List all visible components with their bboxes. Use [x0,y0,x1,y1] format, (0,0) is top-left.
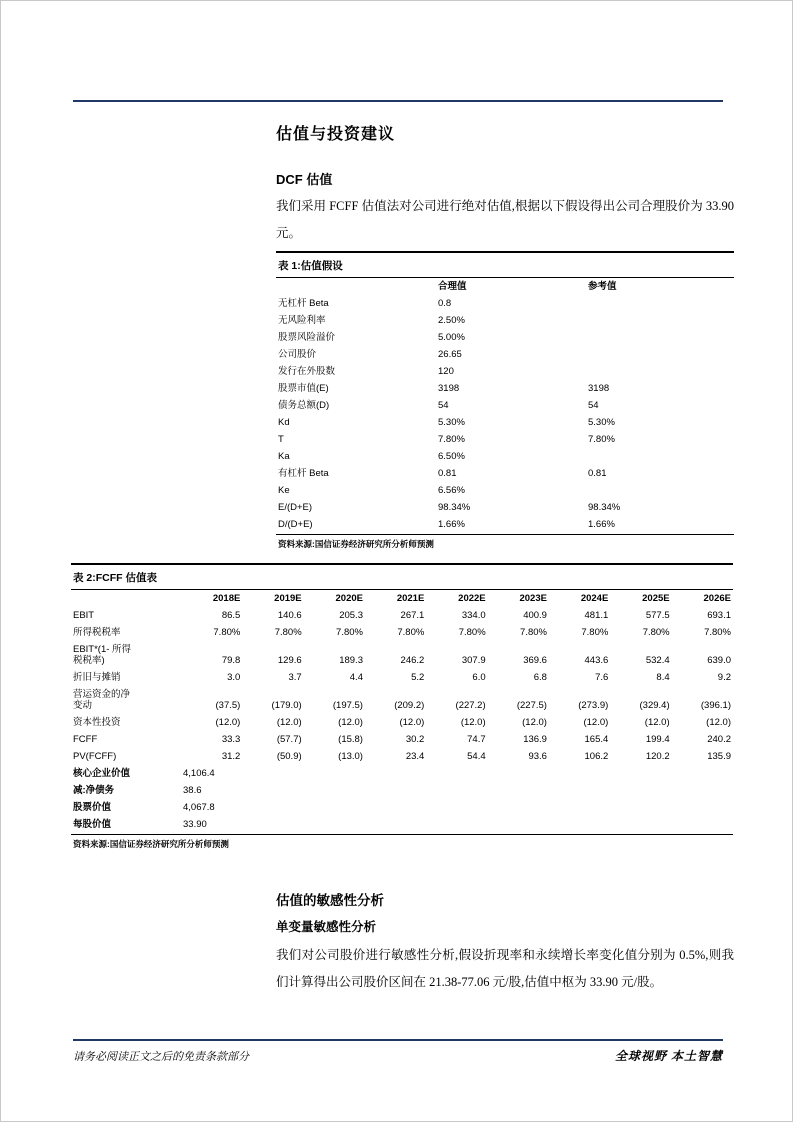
cell-value: (12.0) [215,717,241,728]
table-row [71,731,733,748]
cell-value: (396.1) [700,700,731,711]
cell-value: 106.2 [584,751,609,762]
cell-value: 6.50% [438,451,465,462]
cell-value: 1.66% [438,519,465,530]
row-label: Ka [278,451,290,462]
cell-value: 54 [588,400,599,411]
row-label: EBIT*(1- 所得税税率) [73,644,132,666]
column-header: 2023E [519,593,547,604]
cell-value: 7.80% [274,627,302,638]
cell-value: 240.2 [707,734,731,745]
cell-value: 9.2 [717,672,731,683]
cell-value: (12.0) [460,717,486,728]
table-2 [71,590,733,765]
cell-value: 7.80% [397,627,425,638]
paragraph-sensitivity: 我们对公司股价进行敏感性分析,假设折现率和永续增长率变化值分别为 0.5%,则我们计算得出公司股价区间在 21.38-77.06 元/股,估值中枢为 33.90 元/股。 [276,948,734,989]
column-header: 2020E [335,593,363,604]
cell-value: (15.8) [338,734,363,745]
cell-value: (197.5) [332,700,363,711]
cell-value: (37.5) [215,700,241,711]
cell-value: 199.4 [645,734,670,745]
row-label: 减:净债务 [73,785,115,796]
row-label: 所得税税率 [73,627,121,638]
section-heading-valuation: 估值与投资建议 [276,126,396,143]
cell-value: 30.2 [405,734,425,745]
cell-value: 1.66% [588,519,615,530]
cell-value: 98.34% [588,502,621,513]
cell-value: (12.0) [583,717,609,728]
table-row [71,686,733,714]
table-2-summary-body [71,765,733,833]
row-label: E/(D+E) [278,502,313,513]
cell-value: 3198 [588,383,610,394]
table-row [71,765,733,782]
cell-value [586,346,734,363]
cell-value: 0.81 [588,468,607,479]
cell-value: 6.0 [472,672,486,683]
cell-value: 33.90 [183,819,207,830]
cell-value: 4.4 [349,672,363,683]
row-label: 折旧与摊销 [73,672,121,683]
footer-slogan: 全球视野 本土智慧 [614,1049,723,1063]
cell-value: 140.6 [277,610,302,621]
row-label: EBIT [73,610,95,621]
cell-value: 4,067.8 [183,802,215,813]
table-1 [276,278,734,533]
table-1-source: 资料来源:国信证券经济研究所分析师预测 [276,534,734,550]
table-row [276,516,734,533]
cell-value [586,312,734,329]
table-row [71,816,733,833]
row-label: 股票市值(E) [278,383,329,394]
cell-value: 0.81 [438,468,457,479]
cell-value: 7.80% [520,627,547,638]
cell-value: (12.0) [399,717,425,728]
section-heading-sensitivity: 估值的敏感性分析 [276,893,384,908]
cell-value: (273.9) [578,700,609,711]
cell-value: 5.00% [438,332,465,343]
cell-value: 7.80% [588,434,615,445]
cell-value: 93.6 [528,751,547,762]
cell-value: 120 [438,366,454,377]
cell-value: 205.3 [339,610,363,621]
row-label: 每股价值 [73,819,112,830]
top-divider-rule [73,100,723,102]
cell-value: 136.9 [523,734,547,745]
row-label: 股票价值 [73,802,112,813]
cell-value: 33.3 [221,734,241,745]
cell-value: (12.0) [338,717,363,728]
page-footer [73,1047,723,1064]
cell-value: (12.0) [706,717,731,728]
cell-value: 5.2 [411,672,425,683]
cell-value: 135.9 [707,751,731,762]
table-2-fcff-valuation [71,563,733,850]
row-label: 营运资金的净变动 [73,689,131,711]
paragraph-dcf-intro: 我们采用 FCFF 估值法对公司进行绝对估值,根据以下假设得出公司合理股价为 33.90 元。 [276,199,734,240]
cell-value: 246.2 [400,655,425,666]
table-row [276,312,734,329]
row-label: FCFF [73,734,98,745]
table-row [276,346,734,363]
cell-value: 23.4 [405,751,425,762]
cell-value: 400.9 [523,610,547,621]
row-label: 无杠杆 Beta [278,298,329,309]
cell-value: (179.0) [271,700,302,711]
cell-value: (12.0) [644,717,670,728]
table-1-title: 表 1:估值假设 [276,251,734,278]
cell-value: 2.50% [438,315,465,326]
cell-value [586,295,734,312]
table-1-valuation-assumptions [276,251,734,550]
cell-value: 74.7 [467,734,486,745]
row-label: Kd [278,417,290,428]
cell-value: (13.0) [338,751,363,762]
column-header: 2026E [703,593,731,604]
cell-value: 7.80% [581,627,609,638]
cell-value: 4,106.4 [183,768,215,779]
table-row [276,448,734,465]
cell-value [586,482,734,499]
cell-value: 98.34% [438,502,471,513]
table-row [276,363,734,380]
table-1-head [276,278,734,295]
cell-value: 5.30% [438,417,465,428]
cell-value: 6.56% [438,485,465,496]
table-row [71,669,733,686]
table-row [276,414,734,431]
cell-value: 120.2 [645,751,670,762]
cell-value: 577.5 [645,610,670,621]
cell-value: 7.80% [642,627,670,638]
column-header: 2018E [212,593,241,604]
cell-value: 532.4 [645,655,670,666]
table-2-head [71,590,733,607]
row-label: 发行在外股数 [278,366,336,377]
subheading-dcf: DCF 估值 [276,172,333,187]
column-header: 参考值 [588,281,617,292]
row-label: D/(D+E) [278,519,313,530]
cell-value: (227.5) [516,700,547,711]
table-row [276,499,734,516]
row-label: 债务总额(D) [278,400,330,411]
cell-value [586,363,734,380]
column-header: 2021E [396,593,425,604]
cell-value: (12.0) [522,717,547,728]
table-row [71,607,733,624]
cell-value: 8.4 [656,672,670,683]
cell-value: (12.0) [276,717,302,728]
table-row [71,799,733,816]
row-label: Ke [278,485,290,496]
cell-value: 38.6 [183,785,202,796]
cell-value: (209.2) [394,700,425,711]
cell-value: 54.4 [467,751,486,762]
cell-value: 7.80% [438,434,465,445]
cell-value: 369.6 [523,655,547,666]
header-spacer [276,278,436,295]
cell-value: 334.0 [461,610,486,621]
cell-value [586,329,734,346]
table-row [276,329,734,346]
row-label: PV(FCFF) [73,751,117,762]
cell-value: 3.0 [227,672,241,683]
header-spacer [71,590,181,607]
table-row [276,295,734,312]
row-label: 核心企业价值 [73,768,131,779]
cell-value: 129.6 [277,655,302,666]
table-row [276,397,734,414]
table-row [71,641,733,669]
cell-value: 3198 [438,383,460,394]
cell-value: 7.80% [336,627,363,638]
row-label: 有杠杆 Beta [278,468,329,479]
row-label: 资本性投资 [73,717,121,728]
cell-value: 26.65 [438,349,462,360]
row-label: 公司股价 [278,349,317,360]
cell-value: 79.8 [221,655,241,666]
table-1-body [276,295,734,533]
cell-value: 31.2 [221,751,241,762]
column-header: 2025E [642,593,670,604]
table-row [276,482,734,499]
column-header: 2024E [580,593,609,604]
cell-value: 86.5 [221,610,241,621]
table-2-source: 资料来源:国信证券经济研究所分析师预测 [71,834,733,850]
table-row [71,748,733,765]
cell-value: 481.1 [584,610,609,621]
table-1-header-row [276,278,734,295]
cell-value: 54 [438,400,449,411]
cell-value: 189.3 [339,655,363,666]
table-2-summary [71,765,733,833]
cell-value: 443.6 [584,655,609,666]
table-row [71,624,733,641]
cell-value: 307.9 [461,655,486,666]
table-2-title: 表 2:FCFF 估值表 [71,563,733,590]
table-row [276,431,734,448]
table-row [71,714,733,731]
cell-value: 7.80% [213,627,241,638]
cell-value: 7.80% [704,627,731,638]
cell-value: 7.6 [595,672,609,683]
table-2-body [71,607,733,765]
cell-value: 0.8 [438,298,452,309]
footer-divider-rule [73,1039,723,1041]
cell-value: (50.9) [276,751,302,762]
cell-value: 639.0 [707,655,731,666]
cell-value: 693.1 [707,610,731,621]
cell-value: 6.8 [533,672,547,683]
cell-value: (57.7) [276,734,302,745]
table-row [71,782,733,799]
cell-value: 165.4 [584,734,609,745]
cell-value: 7.80% [458,627,486,638]
table-2-header-row [71,590,733,607]
cell-value: (329.4) [639,700,670,711]
row-label: T [278,434,284,445]
column-header: 合理值 [438,281,467,292]
cell-value: (227.2) [455,700,486,711]
column-header: 2019E [274,593,302,604]
cell-value: 3.7 [288,672,302,683]
cell-value [586,448,734,465]
table-row [276,465,734,482]
row-label: 无风险利率 [278,315,326,326]
column-header: 2022E [458,593,486,604]
cell-value: 5.30% [588,417,615,428]
cell-value: 267.1 [400,610,425,621]
footer-disclaimer: 请务必阅读正文之后的免责条款部分 [73,1051,249,1063]
row-label: 股票风险溢价 [278,332,336,343]
table-row [276,380,734,397]
subheading-single-variable: 单变量敏感性分析 [276,920,377,934]
